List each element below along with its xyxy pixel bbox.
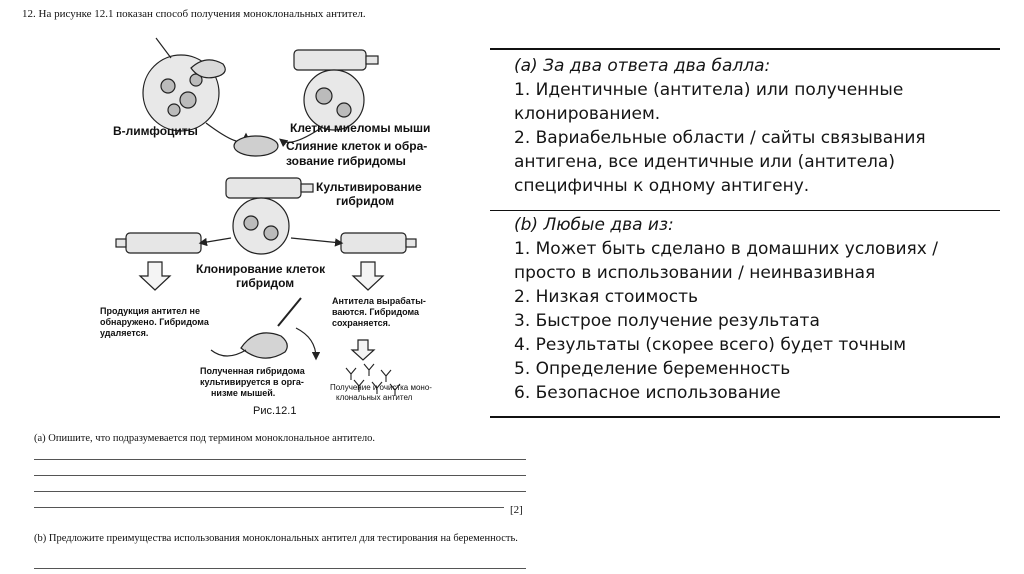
answer-a-line: клонированием. — [514, 104, 661, 124]
label-purify-1: Получение и очистка моно- — [330, 383, 432, 392]
answer-key — [490, 48, 1000, 418]
label-mouse-3: низме мышей. — [211, 388, 276, 398]
right-flask — [341, 233, 406, 253]
answer-b-line: 2. Низкая стоимость — [514, 287, 699, 307]
answer-section-a — [490, 54, 1000, 198]
answer-b-line: 4. Результаты (скорее всего) будет точным — [514, 335, 907, 355]
figure-12-1 — [96, 28, 456, 428]
label-cloning-2: гибридом — [236, 276, 295, 290]
label-no-ab-1: Продукция антител не — [100, 306, 200, 316]
label-cultivation-1: Культивирование — [316, 180, 422, 194]
answer-line — [34, 507, 504, 508]
label-ab-made-1: Антитела вырабаты- — [332, 296, 426, 306]
left-flask — [126, 233, 201, 253]
answer-line — [34, 491, 526, 492]
answer-a-line: 1. Идентичные (антитела) или полученные — [514, 80, 904, 100]
answer-b-line: просто в использовании / неинвазивная — [514, 263, 876, 283]
label-myeloma: Клетки миеломы мыши — [290, 121, 431, 135]
answer-line — [34, 568, 526, 569]
down-arrow-left — [140, 262, 170, 290]
down-arrow-antibodies — [352, 340, 374, 360]
answer-b-line: 3. Быстрое получение результата — [514, 311, 820, 331]
answer-a-line: антигена, все идентичные или (антитела) — [514, 152, 895, 172]
label-ab-made-3: сохраняется. — [332, 318, 391, 328]
label-cultivation-2: гибридом — [336, 194, 395, 208]
myeloma-flask — [294, 50, 366, 70]
answer-b-heading: (b) Любые два из: — [514, 215, 674, 235]
figure-caption: Рис.12.1 — [253, 405, 297, 417]
answer-b-line: 5. Определение беременность — [514, 359, 791, 379]
answer-a-heading: (a) За два ответа два балла: — [514, 56, 771, 76]
label-mouse-2: культивируется в орга- — [200, 377, 304, 387]
label-no-ab-2: обнаружено. Гибридома — [100, 317, 209, 327]
label-cloning-1: Клонирование клеток — [196, 262, 326, 276]
label-mouse-1: Полученная гибридома — [200, 366, 305, 376]
cultivation-flask — [226, 178, 301, 198]
fused-cell — [234, 136, 278, 156]
label-purify-2: клональных антител — [336, 393, 413, 402]
label-fusion-1: Слияние клеток и обра- — [286, 139, 428, 153]
answer-b-line: 1. Может быть сделано в домашних условиях / — [514, 239, 938, 259]
marks-label: [2] — [510, 504, 523, 516]
label-b-lymphocytes: В-лимфоциты — [113, 124, 198, 138]
label-ab-made-2: ваются. Гибридома — [332, 307, 420, 317]
answer-line — [34, 475, 526, 476]
label-no-ab-3: удаляется. — [100, 328, 149, 338]
answer-a-line: 2. Вариабельные области / сайты связывания — [514, 128, 926, 148]
answer-b-line: 6. Безопасное использование — [514, 383, 781, 403]
answer-line — [34, 459, 526, 460]
answer-section-b — [490, 210, 1000, 405]
mouse-bottom-icon — [241, 333, 287, 358]
question-part-a: (a) Опишите, что подразумевается под термином моноклональное антитело. — [34, 433, 376, 444]
syringe — [278, 298, 301, 326]
label-fusion-2: зование гибридомы — [286, 154, 406, 168]
question-title: 12. На рисунке 12.1 показан способ получения моноклональных антител. — [22, 8, 366, 20]
cultivation-dish — [233, 198, 289, 254]
question-part-b: (b) Предложите преимущества использования моноклональных антител для тестирования на беременность. — [34, 533, 518, 544]
answer-a-line: специфичны к одному антигену. — [514, 176, 810, 196]
down-arrow-right — [353, 262, 383, 290]
